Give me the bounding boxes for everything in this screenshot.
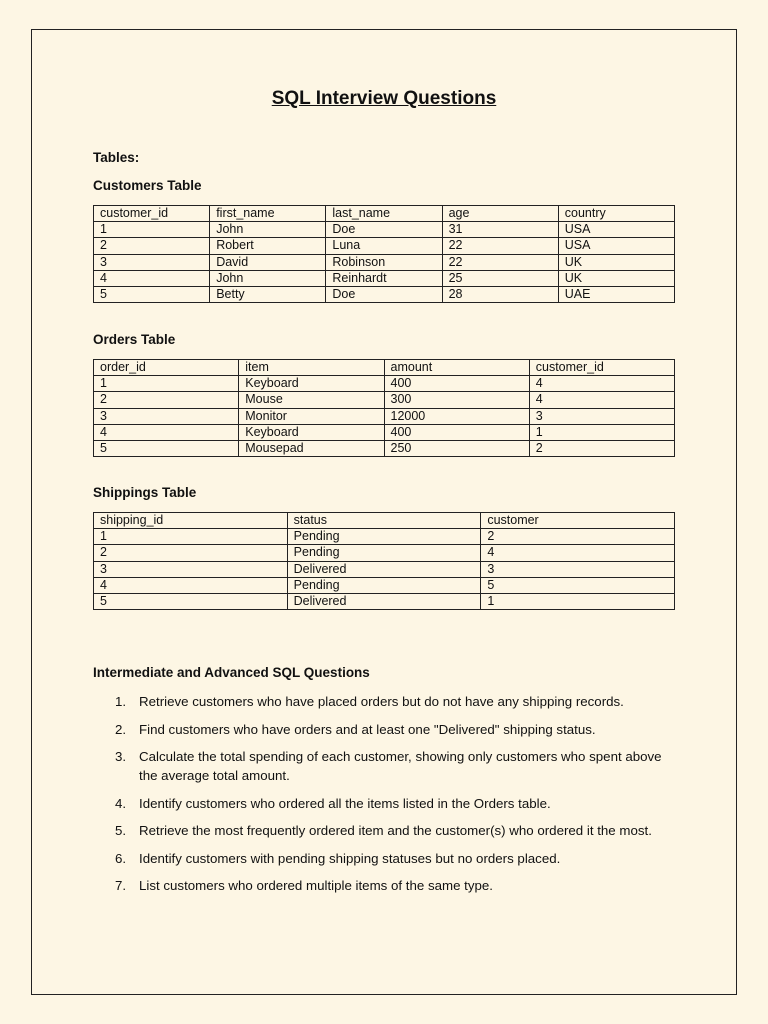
list-item (115, 794, 679, 813)
column-header: customer_id (94, 206, 210, 222)
item-text: List customers who ordered multiple items of the same type. (139, 878, 493, 893)
table-cell: 3 (481, 561, 675, 577)
item-text: Find customers who have orders and at least one "Delivered" shipping status. (139, 721, 596, 737)
table-cell: 22 (442, 254, 558, 270)
table-cell: 4 (529, 392, 674, 408)
column-header: first_name (210, 206, 326, 222)
table-cell: 3 (94, 254, 210, 270)
table-cell: 2 (94, 392, 239, 408)
table-cell: Doe (326, 286, 442, 302)
table-cell: 400 (384, 424, 529, 440)
list-item (115, 849, 679, 868)
customers-table (93, 205, 675, 303)
column-header: status (287, 513, 481, 529)
column-header: last_name (326, 206, 442, 222)
table-cell: 5 (94, 440, 239, 456)
table-cell: 250 (384, 440, 529, 456)
table-row (94, 561, 675, 577)
table-cell: Mouse (239, 392, 384, 408)
table-row (94, 529, 675, 545)
table-cell: 4 (94, 424, 239, 440)
table-row (94, 270, 675, 286)
table-cell: 2 (94, 238, 210, 254)
table-cell: 2 (529, 440, 674, 456)
table-cell: 1 (481, 593, 675, 609)
item-text: Identify customers with pending shipping statuses but no orders placed. (139, 850, 561, 866)
item-number: 3. (115, 749, 127, 764)
table-cell: 2 (94, 545, 288, 561)
table-row (94, 222, 675, 238)
table-cell: 4 (481, 545, 675, 561)
table-cell: UK (558, 270, 674, 286)
table-cell: Delivered (287, 593, 481, 609)
shippings-table-heading: Shippings Table (93, 485, 197, 500)
table-row (94, 376, 675, 392)
table-cell: Delivered (287, 561, 481, 577)
table-row (94, 238, 675, 254)
column-header: shipping_id (94, 513, 288, 529)
item-number: 5. (115, 823, 127, 838)
table-cell: Mousepad (239, 440, 384, 456)
table-cell: John (210, 222, 326, 238)
table-header-row (94, 513, 675, 529)
table-cell: Keyboard (239, 376, 384, 392)
table-cell: Luna (326, 238, 442, 254)
table-cell: 4 (529, 376, 674, 392)
table-cell: Pending (287, 529, 481, 545)
column-header: order_id (94, 360, 239, 376)
table-cell: Robinson (326, 254, 442, 270)
table-cell: Robert (210, 238, 326, 254)
item-text: Retrieve customers who have placed orders but do not have any shipping records. (139, 694, 624, 709)
table-row (94, 408, 675, 424)
table-row (94, 286, 675, 302)
table-cell: USA (558, 238, 674, 254)
item-number: 7. (115, 878, 127, 893)
table-cell: Keyboard (239, 424, 384, 440)
column-header: age (442, 206, 558, 222)
table-cell: 22 (442, 238, 558, 254)
table-row (94, 440, 675, 456)
shippings-table (93, 512, 675, 610)
item-text: Identify customers who ordered all the items listed in the Orders table. (139, 795, 551, 811)
table-cell: 5 (94, 593, 288, 609)
column-header: amount (384, 360, 529, 376)
page-title: SQL Interview Questions (271, 88, 497, 109)
list-item (115, 876, 679, 895)
table-cell: Monitor (239, 408, 384, 424)
table-cell: David (210, 254, 326, 270)
table-cell: USA (558, 222, 674, 238)
item-number: 6. (115, 850, 127, 866)
table-cell: 5 (481, 577, 675, 593)
table-cell: Pending (287, 577, 481, 593)
column-header: customer (481, 513, 675, 529)
questions-heading: Intermediate and Advanced SQL Questions (93, 665, 370, 680)
table-cell: 1 (94, 376, 239, 392)
tables-heading: Tables: (93, 150, 140, 165)
table-header-row (94, 360, 675, 376)
table-cell: 3 (529, 408, 674, 424)
table-cell: Doe (326, 222, 442, 238)
column-header: customer_id (529, 360, 674, 376)
table-cell: Betty (210, 286, 326, 302)
table-cell: 1 (529, 424, 674, 440)
table-header-row (94, 206, 675, 222)
table-row (94, 577, 675, 593)
table-cell: John (210, 270, 326, 286)
item-number: 2. (115, 721, 127, 737)
table-row (94, 392, 675, 408)
table-cell: 2 (481, 529, 675, 545)
item-number: 4. (115, 795, 127, 811)
customers-table-heading: Customers Table (93, 178, 202, 193)
list-item (115, 692, 679, 711)
item-text: Calculate the total spending of each customer, showing only customers who spent above the average total amount. (139, 749, 662, 783)
table-row (94, 424, 675, 440)
table-cell: 4 (94, 270, 210, 286)
table-cell: Pending (287, 545, 481, 561)
table-cell: 25 (442, 270, 558, 286)
column-header: country (558, 206, 674, 222)
table-row (94, 545, 675, 561)
table-cell: UK (558, 254, 674, 270)
list-item (115, 821, 679, 840)
table-cell: 28 (442, 286, 558, 302)
table-cell: 300 (384, 392, 529, 408)
list-item (115, 720, 679, 739)
questions-list (115, 692, 679, 904)
table-cell: Reinhardt (326, 270, 442, 286)
table-cell: 400 (384, 376, 529, 392)
table-cell: 31 (442, 222, 558, 238)
table-cell: 1 (94, 222, 210, 238)
orders-table (93, 359, 675, 457)
table-cell: 3 (94, 408, 239, 424)
list-item (115, 747, 679, 785)
table-cell: 12000 (384, 408, 529, 424)
item-text: Retrieve the most frequently ordered item and the customer(s) who ordered it the most. (139, 823, 652, 838)
table-cell: 5 (94, 286, 210, 302)
table-cell: 4 (94, 577, 288, 593)
column-header: item (239, 360, 384, 376)
item-number: 1. (115, 694, 127, 709)
table-cell: UAE (558, 286, 674, 302)
table-row (94, 593, 675, 609)
table-cell: 3 (94, 561, 288, 577)
orders-table-heading: Orders Table (93, 332, 176, 347)
table-row (94, 254, 675, 270)
table-cell: 1 (94, 529, 288, 545)
